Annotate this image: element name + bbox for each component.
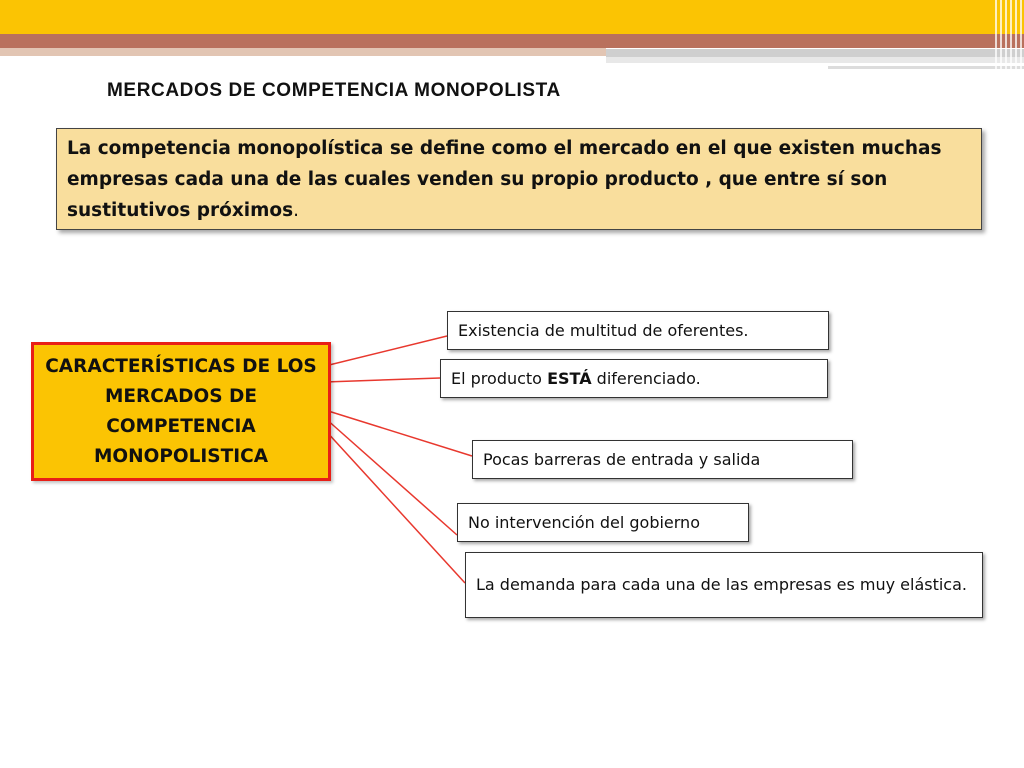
characteristic-text (451, 366, 701, 392)
definition-period: . (293, 200, 300, 221)
characteristic-text-bold: ESTÁ (547, 368, 592, 388)
definition-text: La competencia monopolística se define como el mercado en el que existen muchas empresas cada una de las cuales venden su propio producto , que entre sí son sustitutivos próximos (67, 138, 942, 221)
characteristic-box-oferentes (447, 311, 829, 350)
characteristics-main-label: CARACTERÍSTICAS DE LOS MERCADOS DE COMPETENCIA MONOPOLISTICA (45, 355, 317, 467)
characteristic-text: La demanda para cada una de las empresas es muy elástica. (476, 575, 967, 594)
connector-line-3 (325, 410, 472, 456)
characteristic-box-barreras (472, 440, 853, 479)
characteristic-text: Existencia de multitud de oferentes. (458, 320, 749, 340)
connector-line-2 (325, 378, 440, 382)
slide-title: MERCADOS DE COMPETENCIA MONOPOLISTA (107, 80, 561, 101)
characteristic-text: No intervención del gobierno (468, 512, 700, 532)
characteristic-text: Pocas barreras de entrada y salida (483, 449, 761, 469)
characteristic-box-demanda (465, 552, 983, 618)
characteristic-text-post: diferenciado. (591, 368, 701, 388)
connector-line-4 (325, 418, 457, 535)
characteristics-main-box (31, 342, 331, 481)
characteristic-box-gobierno (457, 503, 749, 542)
connector-line-5 (325, 430, 465, 583)
connector-line-1 (325, 336, 447, 366)
characteristic-box-producto (440, 359, 828, 398)
characteristic-text-pre: El producto (451, 368, 548, 388)
